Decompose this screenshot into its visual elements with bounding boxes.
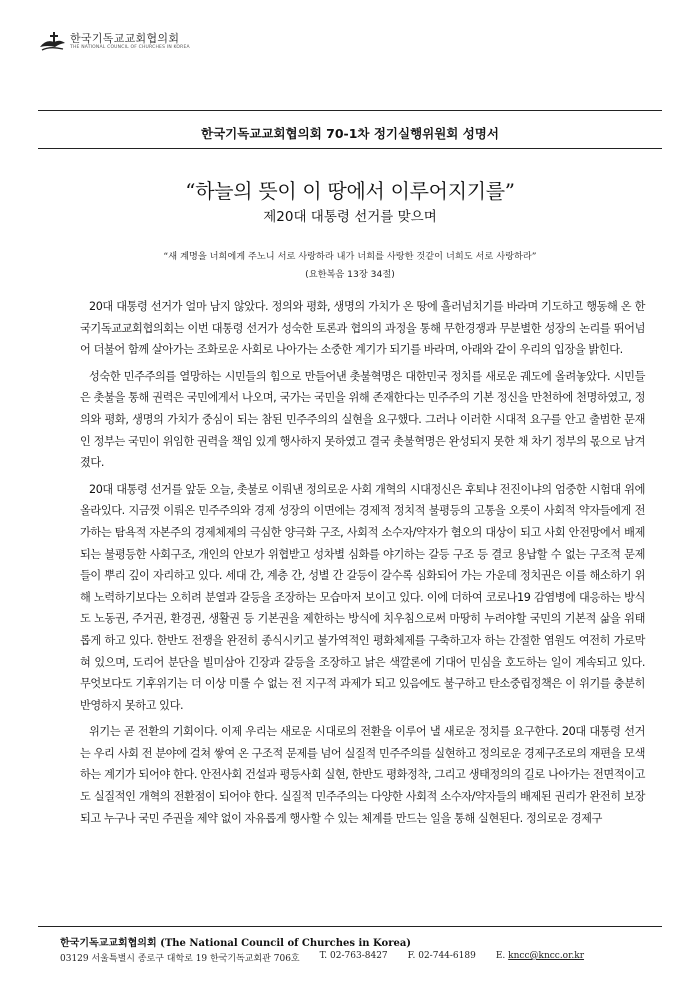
bible-verse: “새 계명을 너희에게 주노니 서로 사랑하라 내가 너희를 사랑한 것같이 너희도 서로 사랑하라” <box>163 251 537 262</box>
title-divider <box>38 148 662 149</box>
header-logo <box>38 30 218 54</box>
footer-email-link[interactable]: kncc@kncc.or.kr <box>508 951 585 961</box>
statement-subtitle: 제20대 대통령 선거를 맞으며 <box>263 209 437 225</box>
statement-title: “하늘의 뜻이 이 땅에서 이루어지기를” <box>185 179 515 203</box>
paragraph: 위기는 곧 전환의 기회이다. 이제 우리는 새로운 시대로의 전환을 이루어 낼 새로운 정치를 요구한다. 20대 대통령 선거는 우리 사회 전 분야에 걸쳐 쌓여 온 구조적 문제를 넘어 실질적 민주주의를 실현하고 정의로운 경제구조로의 재편을 모색하는 계기가 되어야 한다. 안전사회 건설과 평등사회 실현, 한반도 평화정착, 그리고 생태정의의 길로 나아가는 전면적이고도 실질적인 개혁의 전환점이 되어야 한다. 실질적 민주주의는 다양한 사회적 소수자/약자들의 배제된 권리가 완전히 보장되고 누구나 국민 주권을 제약 없이 자유롭게 행사할 수 있는 체계를 만드는 일을 통해 실현된다. 정의로운 경제구 <box>80 725 645 825</box>
logo-name-en: THE NATIONAL COUNCIL OF CHURCHES IN KOREA <box>70 45 190 51</box>
statement-type: 한국기독교교회협의회 70-1차 정기실행위원회 성명서 <box>201 126 499 141</box>
paragraph: 20대 대통령 선거를 앞둔 오늘, 촛불로 이뤄낸 정의로운 사회 개혁의 시대정신은 후퇴냐 전진이냐의 엄중한 시험대 위에 올라있다. 지금껏 이뤄온 민주주의와 경제 성장의 이면에는 경제적 정치적 불평등의 고통을 오롯이 사회적 약자들에게 전가하는 탐욕적 자본주의 경제체제의 극심한 양극화 구조, 사회적 소수자/약자가 혐오의 대상이 되고 사회 안전망에서 배제되는 불평등한 사회구조, 개인의 안보가 위협받고 성차별 심화를 야기하는 갈등 구조 등 결코 용납할 수 없는 구조적 문제들이 뿌리 깊이 자리하고 있다. 세대 간, 계층 간, 성별 간 갈등이 갈수록 심화되어 가는 가운데 정치권은 이를 해소하기 위해 노력하기보다는 오히려 분열과 갈등을 조장하는 모습마저 보이고 있다. 이에 더하여 코로나19 감염병에 대응하는 방식도 노동권, 주거권, 환경권, 생활권 등 기본권을 제한하는 방식에 치우침으로써 마땅히 누려야할 국민의 기본적 삶을 위태롭게 하고 있다. 한반도 전쟁을 완전히 종식시키고 불가역적인 평화체제를 구축하고자 하는 간절한 염원도 여전히 가로막혀 있으며, 도리어 분단을 빌미삼아 긴장과 갈등을 조장하고 낡은 색깔론에 기대어 민심을 호도하는 일이 계속되고 있다. 무엇보다도 기후위기는 더 이상 미룰 수 없는 전 지구적 과제가 되고 있음에도 불구하고 탄소중립정책은 이 위기를 충분히 반영하지 못하고 있다. <box>80 482 645 712</box>
logo-name-kr: 한국기독교교회협의회 <box>70 32 180 46</box>
statement-body <box>80 296 645 834</box>
footer-org: 한국기독교교회협의회 (The National Council of Churches in Korea) <box>60 938 412 949</box>
footer-fax: F. 02-744-6189 <box>407 951 476 961</box>
paragraph: 성숙한 민주주의를 열망하는 시민들의 힘으로 만들어낸 촛불혁명은 대한민국 정치를 새로운 궤도에 올려놓았다. 시민들은 촛불을 통해 권력은 국민에게서 나오며, 국가는 국민을 위해 존재한다는 민주주의 기본 정신을 만천하에 천명하였고, 정의와 평화, 생명의 가치가 중심이 되는 참된 민주주의의 실현을 요구했다. 그러나 이러한 시대적 요구를 안고 출범한 문재인 정부는 국민이 위임한 권력을 책임 있게 행사하지 못하였고 결국 촛불혁명은 완성되지 못한 채 차기 정부의 몫으로 남겨졌다. <box>80 369 645 470</box>
cross-dove-logo-icon <box>38 30 66 54</box>
footer-tel: T. 02-763-8427 <box>319 951 388 961</box>
top-divider <box>38 110 662 111</box>
footer-email-label: E. <box>495 951 506 961</box>
bible-verse-reference: (요한복음 13장 34절) <box>305 269 395 280</box>
footer-divider <box>38 926 662 927</box>
footer-contact <box>60 951 660 964</box>
footer-address: 03129 서울특별시 종로구 대학로 19 한국기독교회관 706호 <box>60 954 300 964</box>
paragraph: 20대 대통령 선거가 얼마 남지 않았다. 정의와 평화, 생명의 가치가 온 땅에 흘러넘치기를 바라며 기도하고 행동해 온 한국기독교교회협의회는 이번 대통령 선거가 성숙한 토론과 협의의 과정을 통해 무한경쟁과 무분별한 성장의 논리를 뛰어넘어 더불어 함께 살아가는 조화로운 사회로 나아가는 소중한 계기가 되기를 바라며, 아래와 같이 우리의 입장을 밝힌다. <box>80 300 645 357</box>
